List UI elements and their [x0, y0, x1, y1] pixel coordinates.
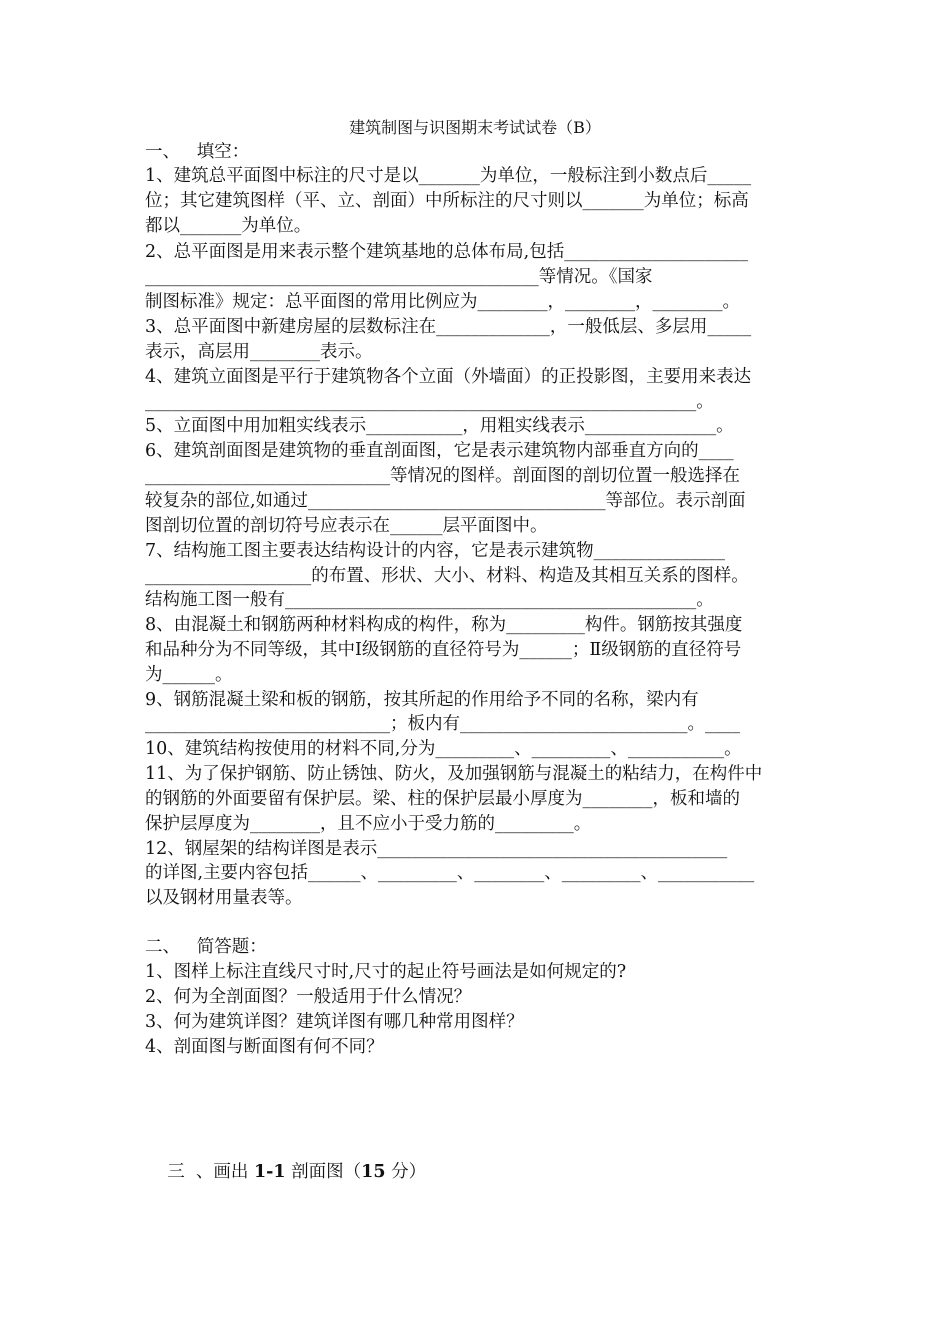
question-line: 2、何为全剖面图？一般适用于什么情况？ — [145, 987, 472, 1007]
fill-line: 制图标准》规定：总平面图的常用比例应为________，________，________。 — [145, 292, 740, 312]
fill-line: 和品种分为不同等级，其中Ⅰ级钢筋的直径符号为______；Ⅱ级钢筋的直径符号 — [145, 640, 742, 660]
fill-line: 较复杂的部位,如通过__________________________________等部位。表示剖面 — [145, 491, 746, 511]
fill-line: 位；其它建筑图样（平、立、剖面）中所标注的尺寸则以_______为单位；标高 — [145, 191, 749, 211]
fill-line: 结构施工图一般有_______________________________________________。 — [145, 590, 714, 610]
fill-line: _______________________________________________________________。 — [145, 392, 714, 412]
fill-line: 都以_______为单位。 — [145, 216, 312, 236]
fill-line: 3、总平面图中新建房屋的层数标注在_____________，一般低层、多层用_____ — [145, 317, 752, 337]
exam-title: 建筑制图与识图期末考试试卷（B） — [349, 118, 601, 137]
fill-line: 12、钢屋架的结构详图是表示________________________________________ — [145, 839, 728, 859]
fill-line: ____________________________等情况的图样。剖面图的剖切位置一般选择在 — [145, 466, 740, 486]
section-3-middle: 剖面图（ — [285, 1162, 362, 1182]
fill-line: _____________________________________________等情况。《国家 — [145, 267, 653, 287]
question-line: 3、何为建筑详图？建筑详图有哪几种常用图样？ — [145, 1012, 524, 1032]
section-1-heading: 一、 填空： — [145, 142, 250, 162]
fill-line: 为______。 — [145, 665, 233, 685]
score-value: 15 — [361, 1162, 386, 1182]
fill-line: 1、建筑总平面图中标注的尺寸是以_______为单位，一般标注到小数点后_____ — [145, 166, 752, 186]
question-line: 4、剖面图与断面图有何不同？ — [145, 1037, 384, 1057]
section-2-heading: 二、 简答题： — [145, 937, 267, 957]
fill-line: 2、总平面图是用来表示整个建筑基地的总体布局,包括_____________________ — [145, 242, 748, 262]
fill-line: 保护层厚度为________，且不应小于受力筋的_________。 — [145, 814, 592, 834]
fill-line: 9、钢筋混凝土梁和板的钢筋，按其所起的作用给予不同的名称，梁内有 — [145, 690, 699, 710]
fill-line: 以及钢材用量表等。 — [145, 888, 303, 908]
fill-line: 图剖切位置的剖切符号应表示在______层平面图中。 — [145, 516, 548, 536]
section-3-suffix: 分） — [385, 1162, 427, 1182]
question-line: 1、图样上标注直线尺寸时,尺寸的起止符号画法是如何规定的? — [145, 962, 627, 982]
fill-line: 7、结构施工图主要表达结构设计的内容，它是表示建筑物_______________ — [145, 541, 725, 561]
fill-line: ____________________________；板内有__________________________。____ — [145, 714, 740, 734]
fill-line: 8、由混凝土和钢筋两种材料构成的构件，称为_________构件。钢筋按其强度 — [145, 615, 743, 635]
fill-line: 表示，高层用________表示。 — [145, 342, 373, 362]
fill-line: 4、建筑立面图是平行于建筑物各个立面（外墙面）的正投影图，主要用来表达 — [145, 367, 752, 387]
fill-line: 10、建筑结构按使用的材料不同,分为_________、_________、___________。 — [145, 739, 742, 759]
fill-line: ___________________的布置、形状、大小、材料、构造及其相互关系的图样。 — [145, 566, 749, 586]
fill-line: 的详图,主要内容包括______、_________、________、_________、___________ — [145, 863, 755, 883]
fill-line: 11、为了保护钢筋、防止锈蚀、防火，及加强钢筋与混凝土的粘结力，在构件中 — [145, 764, 763, 784]
fill-line: 5、立面图中用加粗实线表示___________，用粗实线表示_______________。 — [145, 416, 734, 436]
section-3-prefix: 三 、画出 — [167, 1162, 254, 1182]
fill-line: 的钢筋的外面要留有保护层。梁、柱的保护层最小厚度为________，板和墙的 — [145, 789, 740, 809]
section-number: 1-1 — [253, 1162, 286, 1182]
section-3-heading — [145, 1136, 426, 1208]
fill-line: 6、建筑剖面图是建筑物的垂直剖面图，它是表示建筑物内部垂直方向的____ — [145, 441, 734, 461]
